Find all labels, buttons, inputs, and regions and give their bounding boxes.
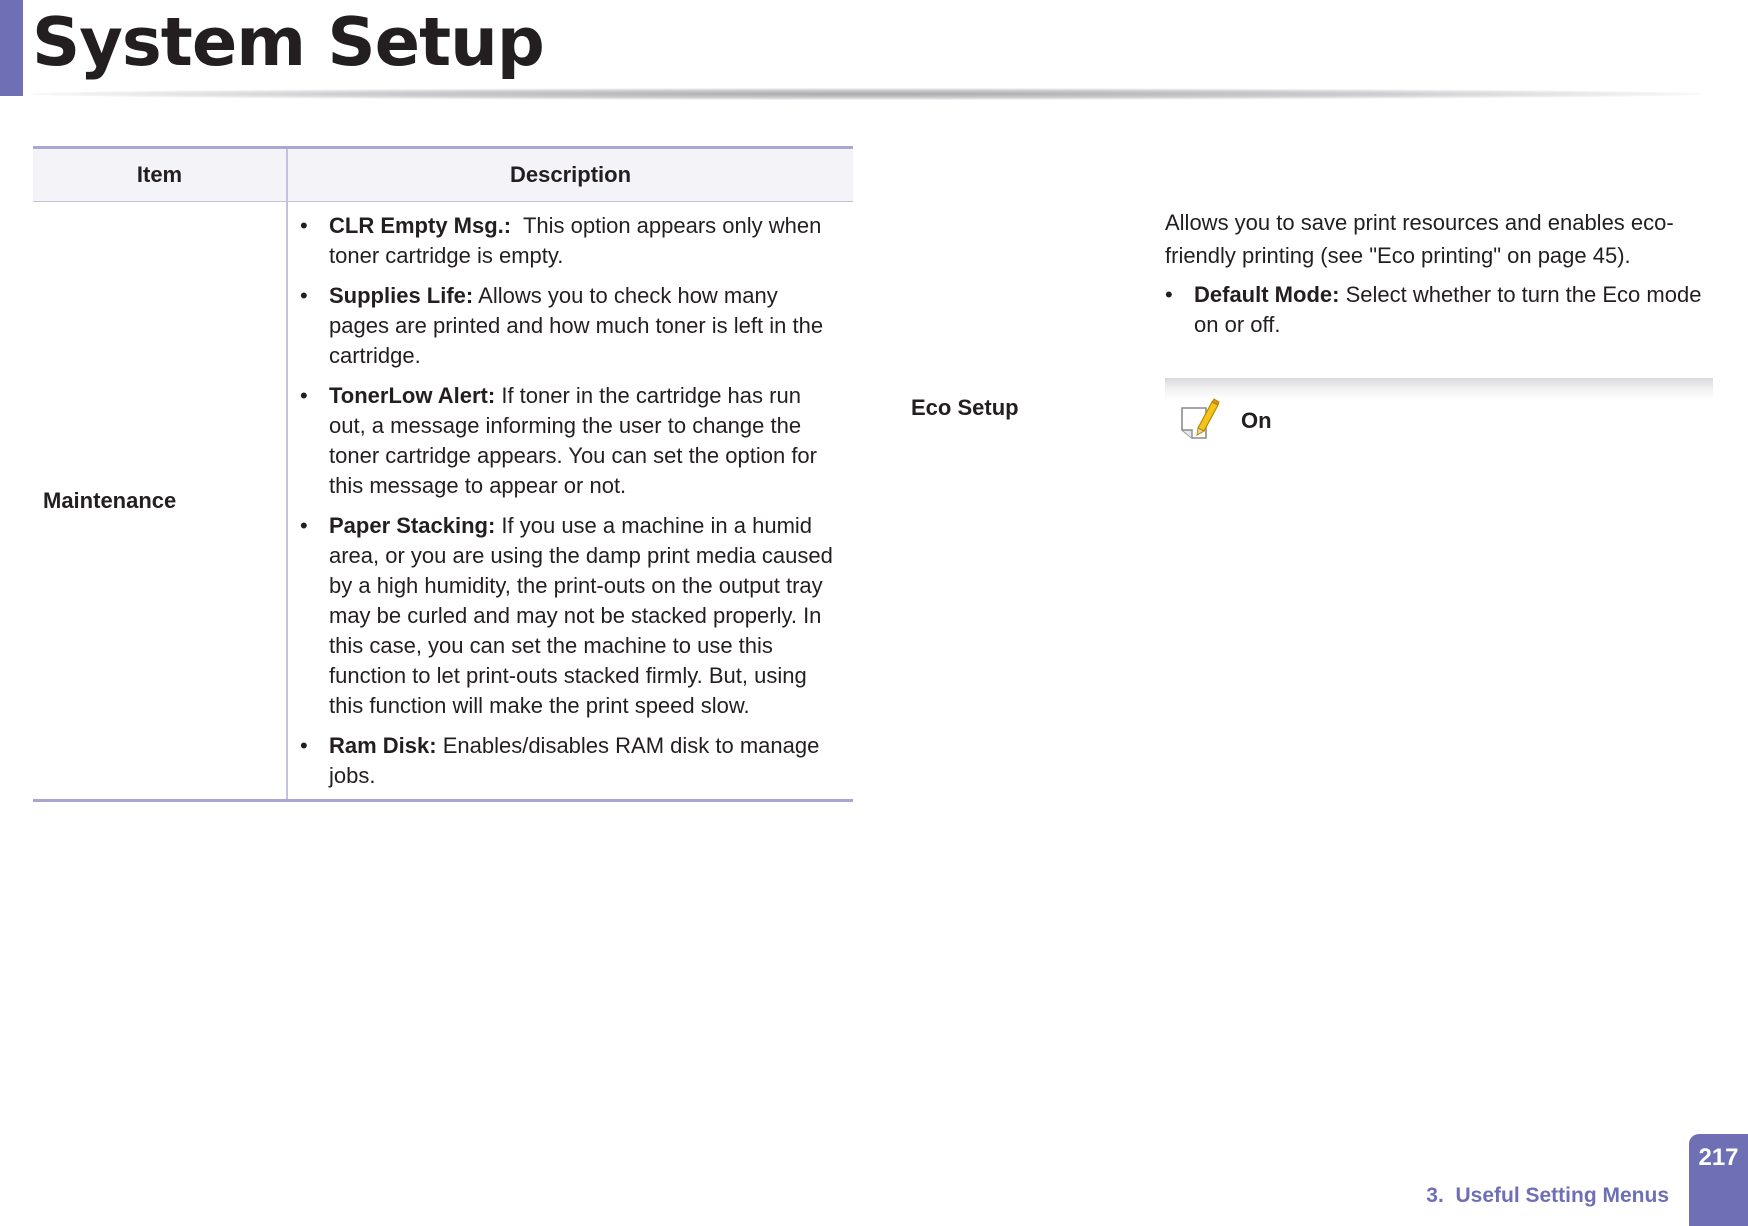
list-item-default-mode [1165,280,1713,340]
bullet-icon: • [300,733,308,758]
eco-option-list [1165,280,1713,340]
settings-table [33,146,853,802]
footer-chapter-label: 3. Useful Setting Menus [1426,1184,1669,1207]
header-accent-bar [0,0,23,96]
bullet-icon: • [300,383,308,408]
bullet-icon: • [1165,282,1173,307]
option-term: Default Mode: [1194,282,1340,307]
bullet-icon: • [300,283,308,308]
bullet-icon: • [300,513,308,538]
table-header-row [33,146,853,202]
page-title: System Setup [32,3,544,81]
option-term: TonerLow Alert: [329,383,496,408]
option-term: Ram Disk: [329,733,437,758]
list-item-supplies-life [300,281,843,371]
bullet-icon: • [300,213,308,238]
list-item-paper-stacking [300,511,843,721]
maintenance-option-list [300,211,843,791]
list-item-ram-disk [300,731,843,791]
option-term: Paper Stacking: [329,513,496,538]
description-cell-eco-setup [1165,206,1713,350]
eco-intro-text: Allows you to save print resources and enables eco-friendly printing (see "Eco printing" on page 45). [1165,210,1674,268]
option-text: If you use a machine in a humid area, or you are using the damp print media caused by a high humidity, the print-outs on the output tray may be curled and may not be stacked properly. In this case, you can set the machine to use this function to let print-outs stacked firmly. But, using this function will make the print speed slow. [329,513,833,718]
item-cell-maintenance: Maintenance [43,487,177,513]
option-term: CLR Empty Msg.: [329,213,512,238]
note-divider-bar [1165,378,1713,400]
list-item-tonerlow-alert [300,381,843,501]
option-term: Supplies Life: [329,283,474,308]
item-cell-eco-setup: Eco Setup [911,395,1019,420]
option-text: If toner in the cartridge has run out, a message informing the user to change the toner cartridge appears. You can set the option for this message to appear or not. [329,383,817,498]
note-pencil-icon [1178,398,1222,446]
option-text: Allows you to check how many pages are printed and how much toner is left in the cartridge. [329,283,824,368]
list-item-clr-empty-msg [300,211,843,271]
option-text: Enables/disables RAM disk to manage jobs. [329,733,820,788]
option-text: Select whether to turn the Eco mode on or off. [1194,282,1702,337]
description-cell-maintenance [286,202,853,799]
table-row-maintenance [33,202,853,802]
column-header-item: Item [136,162,183,187]
option-text: This option appears only when toner cartridge is empty. [329,213,828,268]
title-divider [30,88,1702,100]
column-header-description: Description [286,149,853,201]
note-text: On [1241,408,1272,433]
page-number-badge: 217 [1689,1134,1748,1226]
